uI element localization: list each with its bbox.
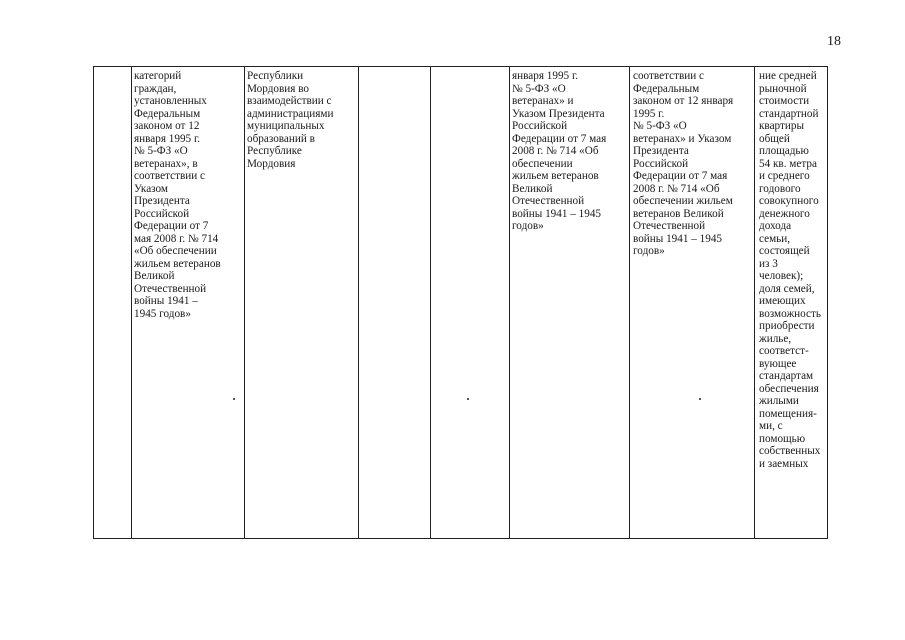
cell-line: вующее: [759, 357, 797, 370]
cell-line: годов»: [633, 245, 665, 257]
cell-line: войны 1941 – 1945: [633, 232, 723, 245]
cell-line: января 1995 г.: [134, 132, 201, 145]
cell-line: собственных: [759, 445, 821, 457]
table-cell-col-3: [247, 70, 333, 170]
cell-line: граждан,: [134, 82, 177, 95]
cell-line: соответствии с: [633, 70, 704, 82]
cell-line: стандартам: [759, 370, 814, 382]
cell-line: семьи,: [759, 232, 791, 245]
column-divider: [131, 67, 132, 538]
cell-line: квартиры: [759, 120, 804, 132]
scan-speck: [699, 398, 701, 400]
cell-line: ветеранах» и Указом: [633, 132, 732, 145]
cell-line: администрациями: [247, 107, 334, 120]
cell-line: Мордовия во: [247, 82, 310, 95]
cell-line: № 5-ФЗ «О: [512, 82, 566, 95]
cell-line: Великой: [512, 182, 553, 195]
cell-line: № 5-ФЗ «О: [633, 120, 687, 132]
scan-speck: [233, 398, 235, 400]
cell-line: годового: [759, 182, 801, 195]
cell-line: образований в: [247, 132, 315, 145]
cell-line: Российской: [512, 120, 568, 132]
cell-line: Указом: [134, 182, 168, 195]
table-cell-col-7: [633, 70, 733, 258]
cell-line: из 3: [759, 257, 778, 270]
cell-line: Российской: [134, 207, 190, 220]
cell-line: войны 1941 – 1945: [512, 207, 602, 220]
cell-line: 54 кв. метра: [759, 157, 817, 170]
cell-line: 2008 г. № 714 «Об: [512, 145, 599, 157]
cell-line: Великой: [134, 270, 175, 282]
cell-line: помещения-: [759, 407, 817, 420]
column-divider: [629, 67, 630, 538]
cell-line: Федеральным: [134, 107, 201, 120]
cell-line: стандартной: [759, 107, 819, 120]
column-divider: [244, 67, 245, 538]
cell-line: человек);: [759, 270, 804, 282]
cell-line: ние средней: [759, 70, 817, 82]
column-divider: [430, 67, 431, 538]
cell-line: января 1995 г.: [512, 70, 579, 82]
cell-line: Республике: [247, 145, 302, 157]
table-cell-col-6: [512, 70, 606, 233]
cell-line: обеспечении жильем: [633, 195, 733, 207]
column-divider: [754, 67, 755, 538]
cell-line: «Об обеспечении: [134, 245, 217, 257]
table-cell-col-8: [759, 70, 821, 470]
cell-line: взаимодействии с: [247, 95, 332, 107]
cell-line: ми, с: [759, 420, 783, 432]
cell-line: совокупного: [759, 195, 819, 207]
cell-line: жилыми: [759, 395, 799, 407]
cell-line: установленных: [134, 95, 207, 107]
cell-line: возможность: [759, 307, 822, 320]
cell-line: обеспечения: [759, 382, 819, 395]
cell-line: обеспечении: [512, 157, 573, 170]
cell-line: Указом Президента: [512, 107, 605, 120]
cell-line: жилье,: [759, 332, 792, 345]
cell-line: и среднего: [759, 170, 810, 182]
cell-line: стоимости: [759, 95, 810, 107]
cell-line: Федерации от 7 мая: [633, 170, 728, 182]
column-divider: [509, 67, 510, 538]
column-divider: [358, 67, 359, 538]
cell-line: муниципальных: [247, 120, 325, 132]
data-table: [93, 66, 828, 539]
cell-line: Президента: [134, 195, 190, 207]
cell-line: 1995 г.: [633, 107, 665, 120]
cell-line: рыночной: [759, 82, 807, 95]
cell-line: Отечественной: [134, 282, 207, 295]
cell-line: денежного: [759, 207, 810, 220]
cell-line: Президента: [633, 145, 689, 157]
cell-line: годов»: [512, 220, 544, 232]
cell-line: 1945 годов»: [134, 307, 191, 320]
cell-line: ветеранах», в: [134, 157, 198, 170]
cell-line: законом от 12 января: [633, 95, 734, 107]
table-cell-col-2: [134, 70, 221, 320]
cell-line: Российской: [633, 157, 689, 170]
cell-line: Мордовия: [247, 157, 296, 170]
cell-line: войны 1941 –: [134, 295, 198, 307]
cell-line: № 5-ФЗ «О: [134, 145, 188, 157]
cell-line: законом от 12: [134, 120, 200, 132]
page-number: 18: [827, 34, 841, 49]
cell-line: ветеранах» и: [512, 95, 574, 107]
cell-line: 2008 г. № 714 «Об: [633, 182, 720, 195]
cell-line: Республики: [247, 70, 304, 82]
cell-line: Отечественной: [633, 220, 706, 232]
cell-line: соответствии с: [134, 170, 205, 182]
cell-line: Федеральным: [633, 82, 700, 95]
scan-speck: [467, 398, 469, 400]
cell-line: доля семей,: [759, 282, 815, 295]
cell-line: жильем ветеранов: [134, 257, 221, 270]
cell-line: помощью: [759, 432, 806, 445]
cell-line: Федерации от 7: [134, 220, 209, 232]
cell-line: категорий: [134, 70, 182, 82]
cell-line: ветеранов Великой: [633, 207, 724, 220]
cell-line: состоящей: [759, 245, 810, 257]
cell-line: мая 2008 г. № 714: [134, 232, 219, 245]
cell-line: имеющих: [759, 295, 806, 307]
cell-line: общей: [759, 132, 790, 145]
cell-line: площадью: [759, 145, 809, 157]
cell-line: Отечественной: [512, 195, 585, 207]
cell-line: соответст-: [759, 345, 809, 357]
cell-line: жильем ветеранов: [512, 170, 599, 182]
cell-line: приобрести: [759, 320, 815, 332]
cell-line: и заемных: [759, 457, 809, 470]
cell-line: дохода: [759, 220, 792, 232]
cell-line: Федерации от 7 мая: [512, 132, 607, 145]
